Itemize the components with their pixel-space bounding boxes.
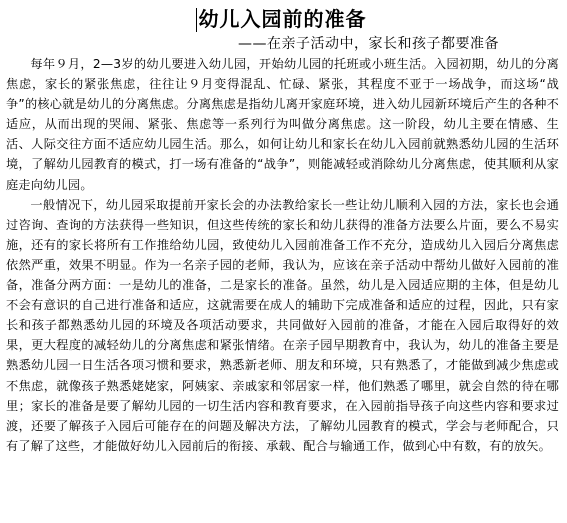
- text-cursor: [196, 8, 197, 32]
- document-subtitle: ——在亲子活动中，家长和孩子都要准备: [238, 36, 499, 52]
- document-title: 幼儿入园前的准备: [198, 7, 367, 31]
- paragraph-1: 每年９月，2—3岁的幼儿要进入幼儿园，开始幼儿园的托班或小班生活。入园初期，幼儿的分离焦虑，家长的紧张焦虑，往往让９月变得混乱、忙碌、紧张，其程度不亚于一场战争，而这场“战争”的核心就是幼儿的分离焦虑。分离焦虑是指幼儿离开家庭环境，进入幼儿园新环境后产生的各种不适应，从而出现的哭闹、紧张、焦虑等一系列行为叫做分离焦虑。这一阶段，幼儿主要在情感、生活、人际交往方面不适应幼儿园生活。那么，如何让幼儿和家长在幼儿入园前就熟悉幼儿园的生活环境，了解幼儿园教育的模式，打一场有准备的“战争”，则能减轻或消除幼儿分离焦虑，使其顺利从家庭走向幼儿园。: [6, 57, 559, 192]
- paragraph-2: 一般情况下，幼儿园采取提前开家长会的办法教给家长一些让幼儿顺利入园的方法，家长也会通过咨询、查询的方法获得一些知识，但这些传统的家长和幼儿获得的准备方法要么片面，要么不易实施，还有的家长将所有工作推给幼儿园，致使幼儿入园前准备工作不充分，造成幼儿入园后分离焦虑依然严重，效果不明显。作为一名亲子园的老师，我认为，应该在亲子活动中帮幼儿做好入园前的准备，准备分两方面：一是幼儿的准备，二是家长的准备。虽然，幼儿是入园适应期的主体，但是幼儿不会有意识的自己进行准备和适应，这就需要在成人的辅助下完成准备和适应的过程，因此，只有家长和孩子都熟悉幼儿园的环境及各项活动要求，共同做好入园前的准备，才能在入园后取得好的效果，更大程度的减轻幼儿的分离焦虑和紧张情绪。在亲子园早期教育中，我认为，幼儿的准备主要是熟悉幼儿园一日生活各项习惯和要求，熟悉新老师、朋友和环境，只有熟悉了，才能做到减少焦虑或不焦虑，就像孩子熟悉姥姥家，阿姨家、亲戚家和邻居家一样，他们熟悉了哪里，就会自然的待在哪里；家长的准备是要了解幼儿园的一切生活内容和教育要求，在入园前指导孩子向这些内容和要求过渡，还要了解孩子入园后可能存在的问题及解决方法，了解幼儿园教育的模式，学会与老师配合，只有了解了这些，才能做好幼儿入园前后的衔接、承载、配合与输通工作，做到心中有数，有的放矢。: [6, 197, 559, 453]
